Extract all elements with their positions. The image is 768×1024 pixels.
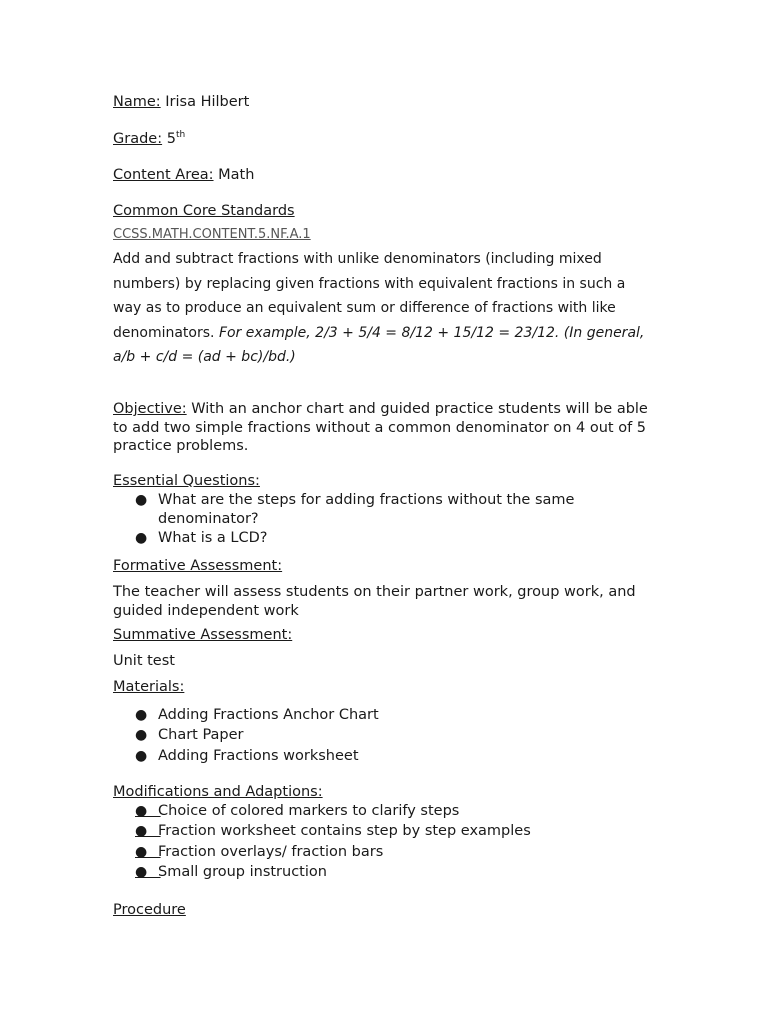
- list-item: [113, 491, 633, 529]
- procedure-heading: Procedure: [113, 902, 186, 918]
- content-area-label: Content Area:: [113, 167, 214, 183]
- standard-code: CCSS.MATH.CONTENT.5.NF.A.1: [113, 227, 311, 242]
- materials-heading: Materials:: [113, 679, 185, 695]
- list-item: [113, 842, 633, 862]
- name-value: Irisa Hilbert: [160, 94, 250, 110]
- bullet-icon: ●: [135, 727, 148, 744]
- content-area-value: Math: [213, 167, 255, 183]
- essential-questions-list: [113, 491, 633, 548]
- bullet-icon: ●: [135, 863, 161, 880]
- content-area-line: [113, 166, 254, 184]
- essential-questions-heading: Essential Questions:: [113, 473, 260, 489]
- modification-text: Fraction worksheet contains step by step examples: [158, 823, 531, 840]
- material-text: Adding Fractions worksheet: [158, 747, 359, 764]
- standard-text: [113, 247, 658, 370]
- grade-label: Grade:: [113, 131, 163, 147]
- list-item: [113, 725, 633, 745]
- question-text: What is a LCD?: [158, 530, 268, 546]
- modification-text: Small group instruction: [158, 863, 327, 880]
- bullet-icon: ●: [135, 707, 148, 723]
- question-text: What are the steps for adding fractions without the same denominator?: [158, 492, 575, 527]
- list-item: [113, 529, 633, 548]
- bullet-icon: ●: [135, 747, 148, 764]
- bullet-icon: ●: [135, 823, 161, 840]
- name-line: [113, 93, 249, 111]
- summative-assessment-text: Unit test: [113, 653, 175, 669]
- objective-label: Objective:: [113, 401, 187, 417]
- list-item: [113, 801, 633, 821]
- bullet-icon: ●: [135, 843, 161, 860]
- objective-text: With an anchor chart and guided practice students will be able to add two simple fractions without a common denominator on 4 out of 5 practice problems.: [113, 401, 648, 454]
- list-item: [113, 821, 633, 841]
- standard-example: For example, 2/3 + 5/4 = 8/12 + 15/12 = 23/12. (In general, a/b + c/d = (ad + bc)/bd.): [113, 324, 645, 366]
- grade-line: [113, 130, 185, 148]
- name-label: Name:: [113, 94, 161, 110]
- modifications-list: [113, 801, 633, 882]
- modifications-heading: Modifications and Adaptions:: [113, 784, 323, 800]
- formative-assessment-text: The teacher will assess students on their partner work, group work, and guided independent work: [113, 584, 636, 619]
- grade-value: 5: [162, 131, 176, 147]
- list-item: [113, 862, 633, 882]
- modification-text: Fraction overlays/ fraction bars: [158, 843, 384, 860]
- material-text: Adding Fractions Anchor Chart: [158, 707, 379, 723]
- standard-description: Add and subtract fractions with unlike denominators (including mixed numbers) by replacing given fractions with equivalent fractions in such a way as to produce an equivalent sum or difference of fractions with like denominators.: [113, 251, 626, 341]
- formative-assessment-heading: Formative Assessment:: [113, 558, 283, 574]
- modification-text: Choice of colored markers to clarify steps: [158, 803, 460, 819]
- list-item: [113, 746, 633, 766]
- grade-superscript: th: [175, 130, 186, 140]
- materials-list: [113, 705, 633, 766]
- bullet-icon: ●: [135, 530, 148, 546]
- material-text: Chart Paper: [158, 727, 244, 744]
- list-item: [113, 705, 633, 725]
- bullet-icon: ●: [135, 492, 148, 508]
- summative-assessment-heading: Summative Assessment:: [113, 627, 293, 643]
- bullet-icon: ●: [135, 803, 161, 819]
- objective-paragraph: [113, 400, 653, 456]
- standards-heading: Common Core Standards: [113, 203, 295, 219]
